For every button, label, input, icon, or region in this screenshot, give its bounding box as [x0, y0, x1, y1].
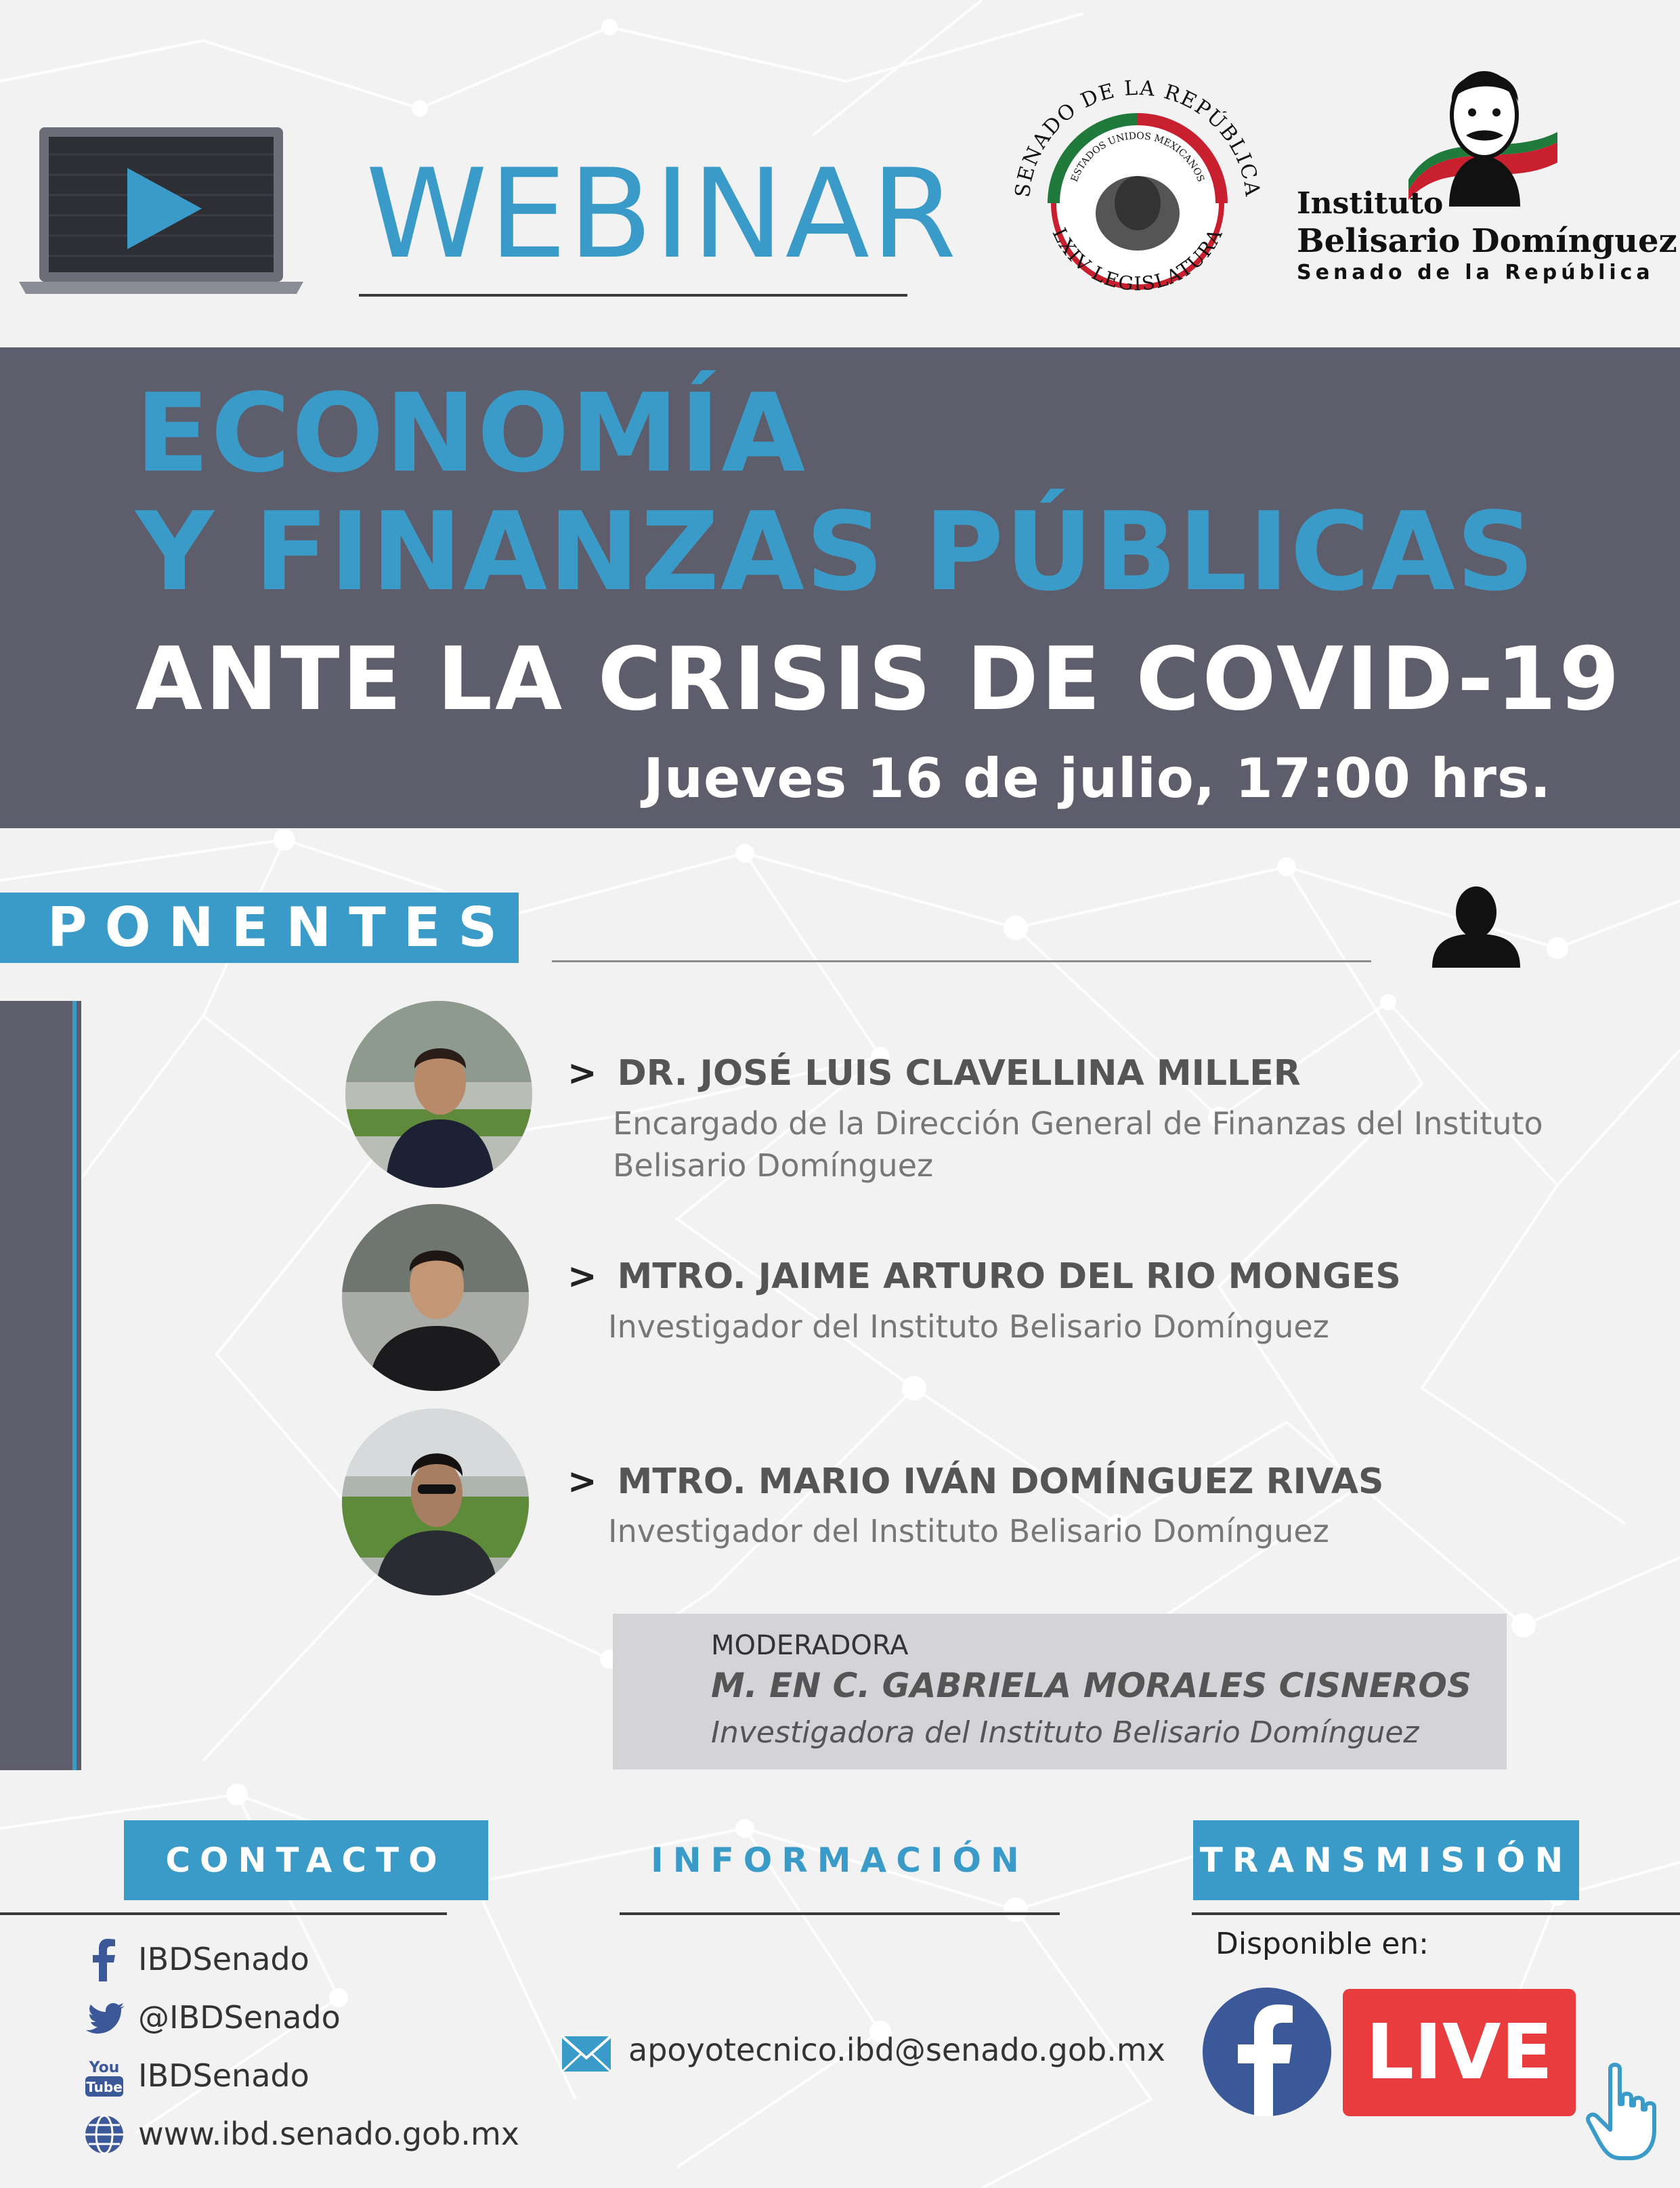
speaker-role-line: Investigador del Instituto Belisario Domínguez [608, 1308, 1329, 1345]
moderadora-role: Investigadora del Instituto Belisario Domínguez [711, 1715, 1419, 1750]
informacion-heading: INFORMACIÓN [651, 1841, 1029, 1880]
senado-seal-logo [1002, 68, 1273, 339]
chevron-right-icon: > [567, 1053, 597, 1094]
event-date: Jueves 16 de julio, 17:00 hrs. [643, 747, 1551, 810]
contacto-heading: CONTACTO [124, 1820, 488, 1900]
seal-outer-text: SENADO DE LA REPÚBLICA [1010, 76, 1265, 199]
speaker-photo [342, 1409, 529, 1595]
speaker-role [608, 1306, 1329, 1348]
chevron-right-icon: > [567, 1461, 597, 1502]
side-bar [0, 1001, 81, 1770]
chevron-right-icon: > [567, 1256, 597, 1297]
transmision-rule [1192, 1912, 1680, 1915]
contact-text: www.ibd.senado.gob.mx [138, 2116, 520, 2152]
speaker-photo [345, 1001, 532, 1188]
ponentes-heading: PONENTES [47, 896, 515, 959]
seal-inner-text: ESTADOS UNIDOS MEXICANOS [1069, 130, 1207, 184]
speaker-name-text: DR. JOSÉ LUIS CLAVELLINA MILLER [617, 1053, 1301, 1094]
laptop-play-icon [19, 127, 303, 303]
title-line1: ECONOMÍA [135, 370, 807, 496]
speaker-name [567, 1256, 1401, 1297]
contact-text: IBDSenado [138, 1941, 309, 1977]
live-label: LIVE [1365, 2009, 1553, 2097]
contact-text: IBDSenado [138, 2057, 309, 2094]
title-line3: ANTE LA CRISIS DE COVID-19 [135, 629, 1622, 730]
speaker-name [567, 1053, 1301, 1094]
globe-icon [83, 2113, 126, 2156]
speaker-role-line: Investigador del Instituto Belisario Domínguez [608, 1513, 1329, 1549]
speaker-role-line: Encargado de la Dirección General de Finanzas del Instituto [613, 1105, 1543, 1142]
available-label: Disponible en: [1215, 1927, 1429, 1961]
webinar-underline [359, 294, 907, 297]
person-icon [1432, 885, 1520, 968]
speaker-name-text: MTRO. MARIO IVÁN DOMÍNGUEZ RIVAS [617, 1461, 1384, 1502]
speaker-role [613, 1102, 1543, 1186]
facebook-icon[interactable] [1203, 1988, 1331, 2116]
contact-text: @IBDSenado [138, 1999, 341, 2036]
speaker-photo [342, 1204, 529, 1391]
speaker-name-text: MTRO. JAIME ARTURO DEL RIO MONGES [617, 1256, 1401, 1297]
envelope-icon [561, 2035, 612, 2073]
moderadora-label: MODERADORA [711, 1630, 909, 1661]
pointer-hand-icon [1583, 2062, 1664, 2164]
twitter-icon [83, 1996, 126, 2040]
svg-text:Tube: Tube [86, 2079, 123, 2095]
speaker-name [567, 1461, 1383, 1502]
ibd-logo-line3: Senado de la República [1297, 261, 1654, 284]
seal-bottom-text: LXIV LEGISLATURA [1048, 224, 1228, 295]
contacto-rule [0, 1912, 447, 1915]
informacion-rule [620, 1912, 1060, 1915]
moderadora-name: M. EN C. GABRIELA MORALES CISNEROS [711, 1666, 1471, 1705]
email-link[interactable]: apoyotecnico.ibd@senado.gob.mx [628, 2032, 1165, 2068]
ibd-logo-line2: Belisario Domínguez [1297, 222, 1677, 260]
ponentes-rule [552, 960, 1371, 962]
ibd-logo-line1: Instituto [1297, 186, 1444, 221]
transmision-heading: TRANSMISIÓN [1193, 1820, 1579, 1900]
title-line2: Y FINANZAS PÚBLICAS [135, 488, 1536, 615]
facebook-icon [83, 1938, 126, 1981]
webinar-title: WEBINAR [366, 142, 958, 286]
svg-text:You: You [89, 2059, 120, 2076]
youtube-icon [83, 2055, 126, 2098]
speaker-role-line: Belisario Domínguez [613, 1147, 934, 1184]
side-bar-accent [72, 1001, 77, 1770]
speaker-role [608, 1510, 1329, 1552]
